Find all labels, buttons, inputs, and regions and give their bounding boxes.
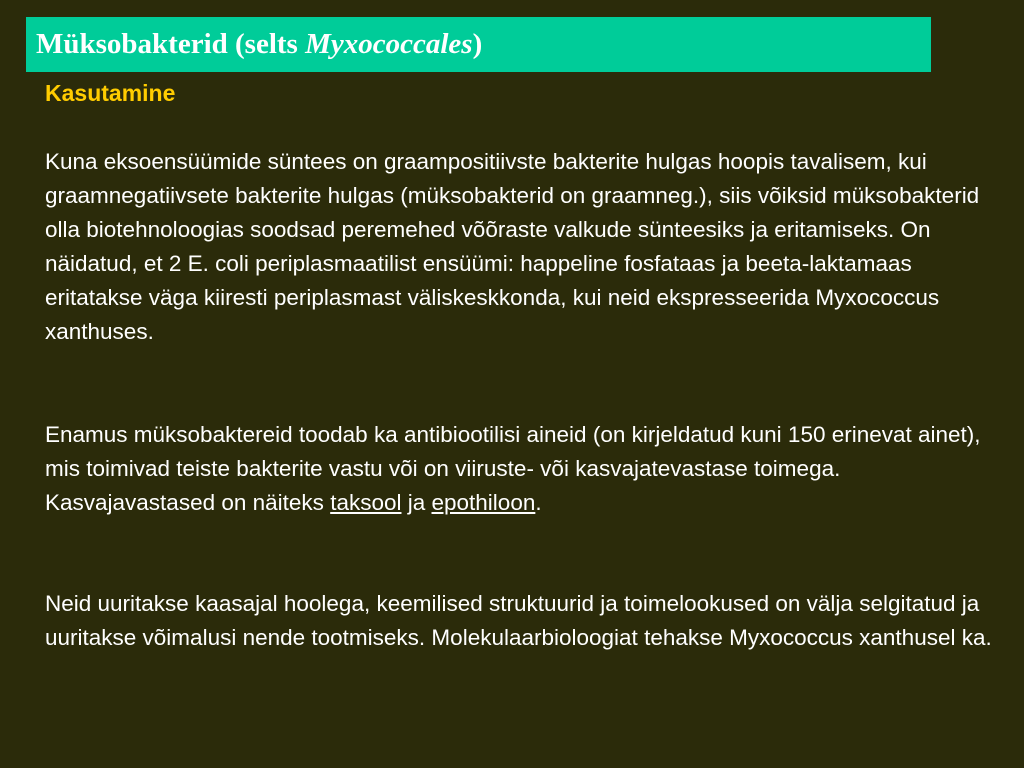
paragraph-2-text-between: ja: [401, 490, 432, 515]
paragraph-2: [45, 418, 995, 520]
title-italic: Myxococcales: [305, 28, 473, 60]
epothiloon-link[interactable]: epothiloon: [431, 490, 536, 515]
paragraph-2-text-before: Enamus müksobaktereid toodab ka antibiootilisi aineid (on kirjeldatud kuni 150 erinevat ainet), mis toimivad teiste bakterite vastu või on viiruste- või kasvajatevastase toimega. Kasvajavastased on näiteks: [45, 422, 981, 515]
taksool-link[interactable]: taksool: [330, 490, 402, 515]
paragraph-2-text-after: .: [535, 490, 542, 515]
slide-title: [36, 28, 482, 61]
paragraph-3: Neid uuritakse kaasajal hoolega, keemilised struktuurid ja toimelookused on välja selgitatud ja uuritakse võimalusi nende tootmiseks. Molekulaarbioloogiat tehakse Myxococcus xanthusel ka.: [45, 591, 992, 650]
title-bar: [26, 17, 931, 72]
title-suffix: ): [472, 28, 483, 60]
paragraph-1: Kuna eksoensüümide süntees on graampositiivste bakterite hulgas hoopis tavalisem, kui graamnegatiivsete bakterite hulgas (müksobakterid on graamneg.), siis võiksid müksobakterid olla biotehnoloogias soodsad peremehed võõraste valkude sünteesiks ja eritamiseks. On näidatud, et 2 E. coli periplasmaatilist ensüümi: happeline fosfataas ja beeta-laktamaas eritatakse väga kiiresti periplasmast väliskeskkonda, kui neid ekspresseerida Myxococcus xanthuses.: [45, 149, 980, 344]
section-subtitle: Kasutamine: [45, 80, 176, 106]
title-prefix: Müksobakterid (selts: [36, 28, 306, 60]
